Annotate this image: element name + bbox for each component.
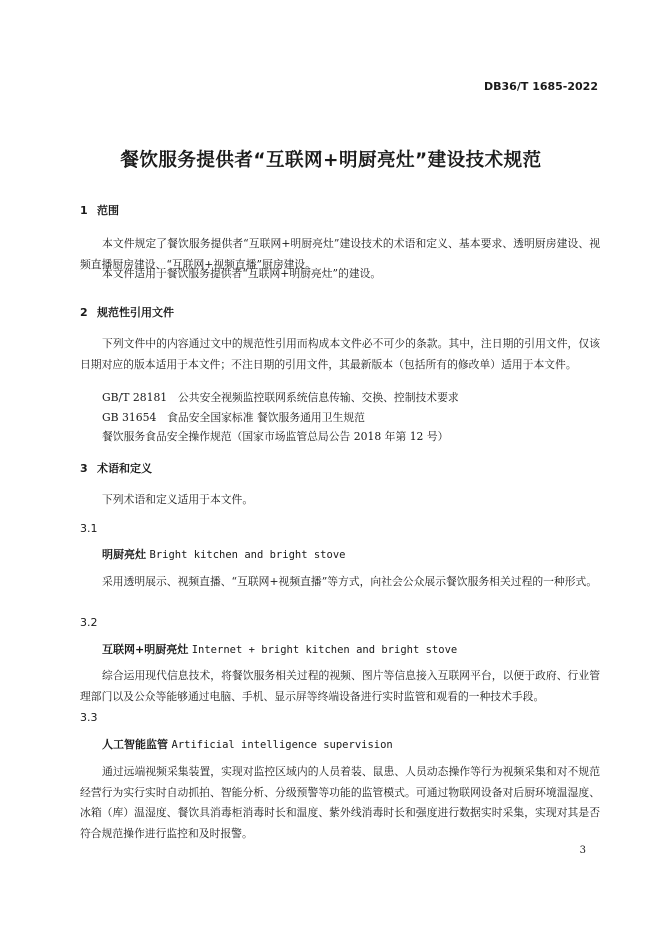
term-definition: 综合运用现代信息技术，将餐饮服务相关过程的视频、图片等信息接入互联网平台，以便于政府、行业管理部门以及公众等能够通过电脑、手机、显示屏等终端设备进行实时监管和观看的一种技术手段。: [80, 669, 600, 703]
page-number: 3: [579, 845, 586, 856]
term-definition: 采用透明展示、视频直播、“互联网+视频直播”等方式，向社会公众展示餐饮服务相关过程的一种形式。: [102, 575, 598, 588]
section-1-number: 1: [80, 204, 88, 217]
section-1-paragraph-1: 本文件规定了餐饮服务提供者“互联网+明厨亮灶”建设技术的术语和定义、基本要求、透明厨房建设、视频直播厨房建设、“互联网+视频直播”厨房建设。: [80, 237, 600, 271]
term-english: Bright kitchen and bright stove: [149, 549, 346, 561]
standard-code: DB36/T 1685-2022: [484, 80, 598, 93]
section-1-heading: [80, 202, 119, 218]
reference-item: GB 31654 食品安全国家标准 餐饮服务通用卫生规范: [102, 411, 365, 424]
reference-item: GB/T 28181 公共安全视频监控联网系统信息传输、交换、控制技术要求: [102, 391, 459, 404]
term-definition: 通过远端视频采集装置，实现对监控区域内的人员着装、鼠患、人员动态操作等行为视频采集和对不规范经营行为实行实时自动抓拍、智能分析、分级预警等功能的监管模式。可通过物联网设备对后厨环境温湿度、冰箱（库）温湿度、餐饮具消毒柜消毒时长和温度、紫外线消毒时长和强度进行数据实时采集，实现对其是否符合规范操作进行监控和及时报警。: [80, 765, 600, 840]
term-chinese: 人工智能监管: [102, 738, 168, 751]
term-chinese: 互联网+明厨亮灶: [102, 643, 189, 656]
term-heading: [102, 546, 345, 562]
clause-number: 3.2: [80, 616, 98, 629]
section-3-heading: [80, 460, 152, 476]
clause-number: 3.3: [80, 711, 98, 724]
section-1-title: 范围: [97, 204, 119, 217]
reference-item: 餐饮服务食品安全操作规范（国家市场监管总局公告 2018 年第 12 号）: [102, 430, 449, 443]
section-2-heading: [80, 304, 174, 320]
term-english: Internet + bright kitchen and bright stove: [191, 644, 458, 656]
section-3-intro: 下列术语和定义适用于本文件。: [102, 493, 254, 506]
term-english: Artificial intelligence supervision: [171, 739, 393, 751]
term-heading: [102, 641, 457, 657]
clause-number: 3.1: [80, 522, 98, 535]
term-chinese: 明厨亮灶: [102, 548, 146, 561]
section-2-intro: 下列文件中的内容通过文中的规范性引用而构成本文件必不可少的条款。其中，注日期的引用文件，仅该日期对应的版本适用于本文件；不注日期的引用文件，其最新版本（包括所有的修改单）适用于本文件。: [80, 337, 600, 371]
section-2-number: 2: [80, 306, 88, 319]
section-3-title: 术语和定义: [97, 462, 152, 475]
term-heading: [102, 736, 393, 752]
section-2-title: 规范性引用文件: [97, 306, 174, 319]
document-title: 餐饮服务提供者“互联网+明厨亮灶”建设技术规范: [120, 150, 542, 171]
section-3-number: 3: [80, 462, 88, 475]
section-1-paragraph-2: 本文件适用于餐饮服务提供者“互联网+明厨亮灶”的建设。: [102, 267, 382, 280]
